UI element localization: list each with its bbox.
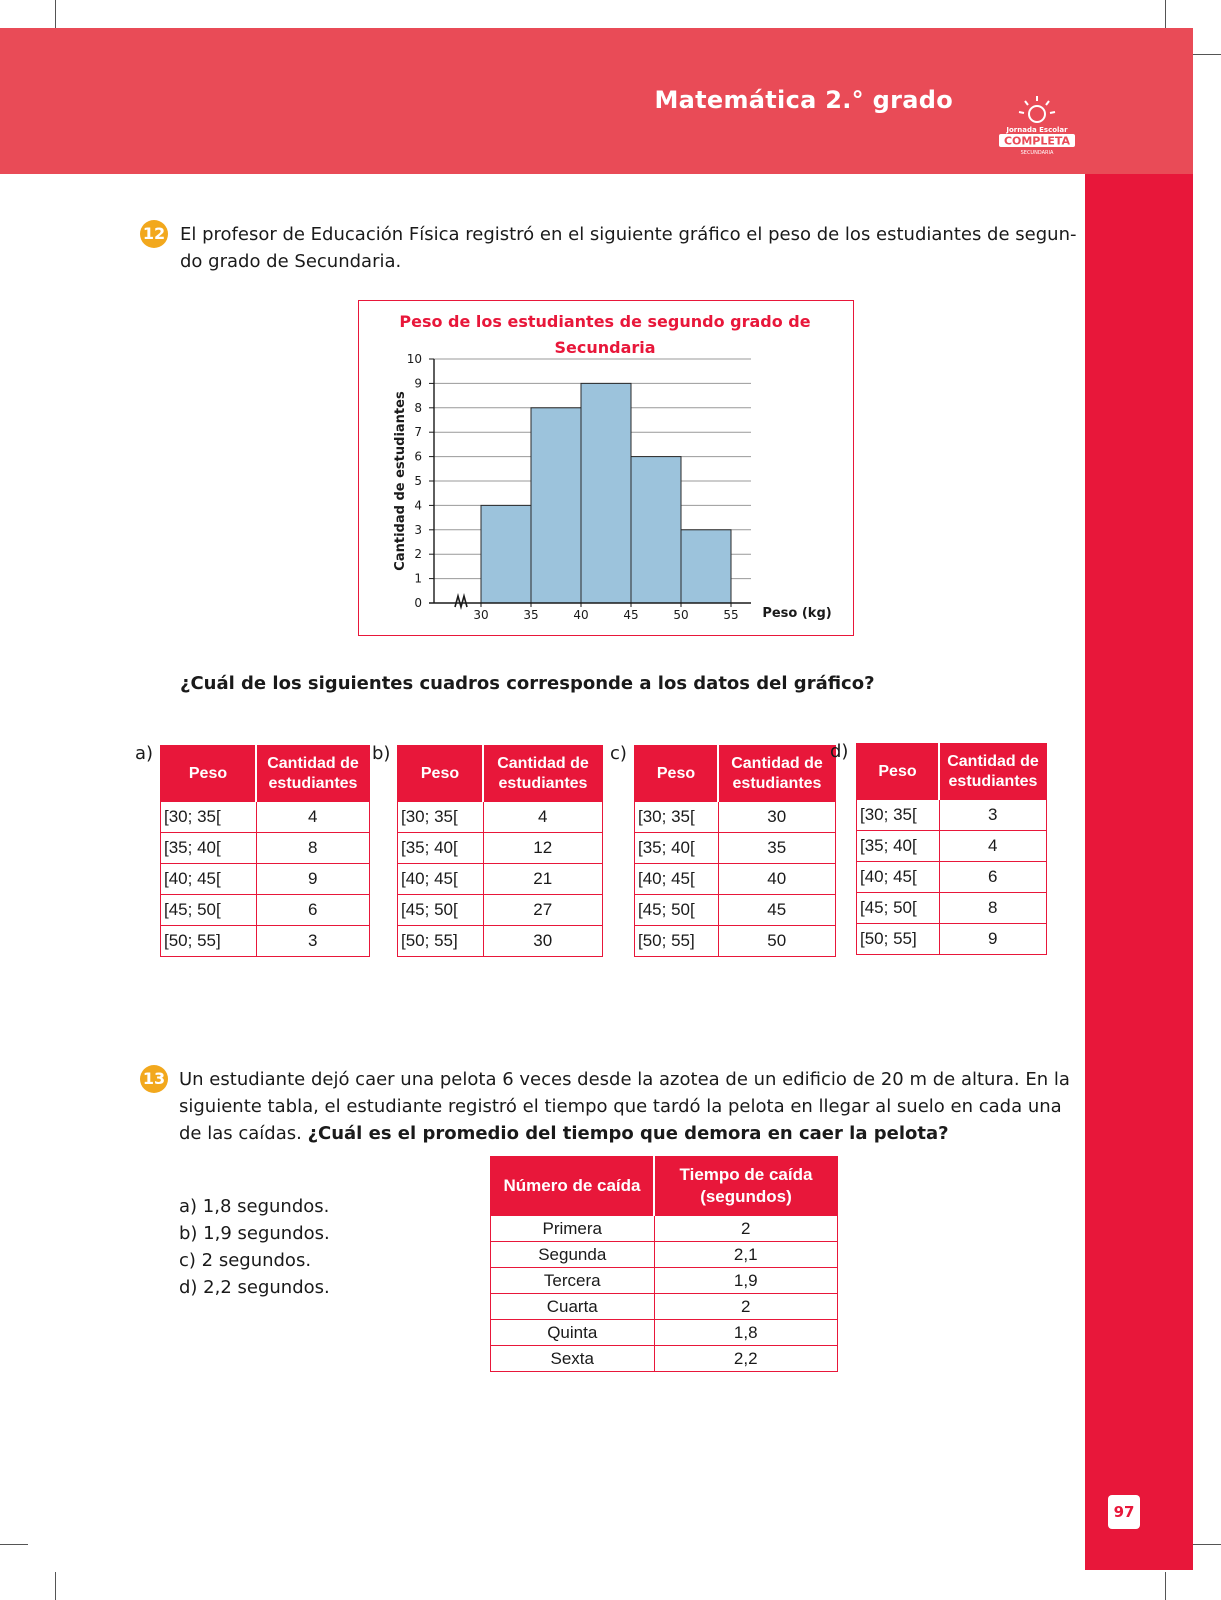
interval-cell: [40; 45[ [635, 864, 719, 895]
interval-cell: [40; 45[ [857, 862, 940, 893]
option-letter: b) [372, 743, 391, 764]
option-table[interactable] [397, 745, 603, 957]
count-cell: 8 [939, 893, 1047, 924]
table-row [161, 864, 370, 895]
interval-cell: [40; 45[ [161, 864, 257, 895]
interval-cell: [45; 50[ [398, 895, 484, 926]
histogram-bar [481, 505, 531, 603]
fall-number-cell: Cuarta [491, 1294, 655, 1320]
table-row [398, 802, 603, 833]
peso-header: Peso [857, 744, 940, 800]
interval-cell: [50; 55] [161, 926, 257, 957]
table-row [491, 1294, 838, 1320]
svg-text:Jornada Escolar: Jornada Escolar [1006, 126, 1068, 134]
page-number: 97 [1108, 1495, 1140, 1529]
y-tick-label: 1 [414, 571, 422, 586]
interval-cell: [50; 55] [635, 926, 719, 957]
interval-cell: [30; 35[ [398, 802, 484, 833]
right-sidebar [1085, 174, 1193, 1570]
interval-cell: [35; 40[ [398, 833, 484, 864]
option-table[interactable] [634, 745, 836, 957]
x-tick-label: 50 [673, 608, 689, 622]
cantidad-header: Cantidad de estudiantes [939, 744, 1047, 800]
answer-a[interactable]: a) 1,8 segundos. [179, 1196, 330, 1217]
svg-text:SECUNDARIA: SECUNDARIA [1020, 150, 1054, 156]
interval-cell: [45; 50[ [857, 893, 940, 924]
fall-time-cell: 1,8 [654, 1320, 838, 1346]
count-cell: 40 [718, 864, 836, 895]
y-tick-label: 6 [414, 449, 422, 464]
peso-header: Peso [161, 746, 257, 802]
x-tick-label: 35 [523, 608, 539, 622]
table-row [398, 926, 603, 957]
fall-number-cell: Segunda [491, 1242, 655, 1268]
table-row [857, 800, 1047, 831]
option-letter: d) [830, 741, 849, 762]
fall-time-cell: 2 [654, 1294, 838, 1320]
histogram-chart [358, 300, 854, 636]
fall-time-cell: 2 [654, 1216, 838, 1242]
histogram-bar [581, 383, 631, 603]
count-cell: 9 [256, 864, 370, 895]
svg-text:COMPLETA: COMPLETA [1003, 134, 1071, 148]
jornada-completa-logo [995, 92, 1079, 156]
crop-mark [55, 0, 56, 28]
histogram-bar [531, 408, 581, 603]
table-row [398, 895, 603, 926]
y-tick-label: 9 [414, 376, 422, 391]
question-12-text: El profesor de Educación Física registró en el siguiente gráfico el peso de los estudiantes de segun- do grado de Secundaria. [180, 224, 1077, 272]
interval-cell: [35; 40[ [857, 831, 940, 862]
count-cell: 45 [718, 895, 836, 926]
table-row [635, 895, 836, 926]
chart-title-line1: Peso de los estudiantes de segundo grado de [399, 312, 811, 331]
y-tick-label: 5 [414, 474, 422, 488]
table-row [161, 833, 370, 864]
table-row [161, 926, 370, 957]
crop-mark [55, 1572, 56, 1600]
y-axis-label: Cantidad de estudiantes [393, 391, 408, 571]
table-row [491, 1346, 838, 1372]
interval-cell: [35; 40[ [635, 833, 719, 864]
interval-cell: [30; 35[ [161, 802, 257, 833]
table-row [491, 1320, 838, 1346]
page-title: Matemática 2.° grado [654, 86, 953, 114]
table-row [491, 1268, 838, 1294]
crop-mark [1193, 1544, 1221, 1545]
cantidad-header: Cantidad de estudiantes [718, 746, 836, 802]
histogram-bar [631, 457, 681, 603]
option-table[interactable] [856, 743, 1047, 955]
fall-time-cell: 2,2 [654, 1346, 838, 1372]
question-13-badge: 13 [140, 1065, 168, 1093]
question-12-prompt: ¿Cuál de los siguientes cuadros corresponde a los datos del gráfico? [180, 673, 875, 694]
table-row [857, 831, 1047, 862]
count-cell: 3 [256, 926, 370, 957]
count-cell: 6 [256, 895, 370, 926]
count-cell: 35 [718, 833, 836, 864]
x-tick-label: 55 [723, 608, 739, 622]
table-row [161, 802, 370, 833]
y-tick-label: 10 [406, 352, 422, 366]
fall-number-cell: Tercera [491, 1268, 655, 1294]
interval-cell: [30; 35[ [857, 800, 940, 831]
cantidad-header: Cantidad de estudiantes [483, 746, 603, 802]
interval-cell: [30; 35[ [635, 802, 719, 833]
answer-c[interactable]: c) 2 segundos. [179, 1250, 312, 1271]
count-cell: 3 [939, 800, 1047, 831]
interval-cell: [50; 55] [398, 926, 484, 957]
y-tick-label: 2 [414, 547, 422, 562]
interval-cell: [45; 50[ [635, 895, 719, 926]
interval-cell: [45; 50[ [161, 895, 257, 926]
crop-mark [1165, 0, 1166, 28]
histogram-svg [359, 301, 852, 634]
crop-mark [0, 1544, 28, 1545]
cantidad-header: Cantidad de estudiantes [256, 746, 370, 802]
table-row [398, 833, 603, 864]
table-row [161, 895, 370, 926]
fall-number-cell: Sexta [491, 1346, 655, 1372]
question-13-answers [179, 1193, 330, 1301]
option-letter: c) [610, 743, 627, 764]
count-cell: 6 [939, 862, 1047, 893]
fall-time-header: Tiempo de caída (segundos) [654, 1157, 838, 1216]
y-tick-label: 4 [414, 498, 422, 513]
interval-cell: [40; 45[ [398, 864, 484, 895]
count-cell: 4 [483, 802, 603, 833]
count-cell: 30 [718, 802, 836, 833]
x-tick-label: 45 [623, 608, 639, 622]
crop-mark [1165, 1572, 1166, 1600]
interval-cell: [35; 40[ [161, 833, 257, 864]
table-row [635, 864, 836, 895]
option-letter: a) [135, 743, 154, 764]
x-tick-label: 40 [573, 608, 589, 622]
count-cell: 50 [718, 926, 836, 957]
answer-d[interactable]: d) 2,2 segundos. [179, 1277, 330, 1298]
table-row [398, 864, 603, 895]
fall-time-cell: 1,9 [654, 1268, 838, 1294]
table-row [857, 862, 1047, 893]
count-cell: 8 [256, 833, 370, 864]
interval-cell: [50; 55] [857, 924, 940, 955]
peso-header: Peso [635, 746, 719, 802]
table-row [635, 833, 836, 864]
count-cell: 27 [483, 895, 603, 926]
table-row [857, 924, 1047, 955]
count-cell: 4 [256, 802, 370, 833]
answer-b[interactable]: b) 1,9 segundos. [179, 1223, 330, 1244]
fall-time-table [490, 1156, 838, 1372]
chart-title-line2: Secundaria [554, 338, 656, 357]
count-cell: 4 [939, 831, 1047, 862]
count-cell: 30 [483, 926, 603, 957]
y-tick-label: 7 [414, 425, 422, 440]
peso-header: Peso [398, 746, 484, 802]
count-cell: 21 [483, 864, 603, 895]
question-12-badge: 12 [140, 220, 168, 248]
y-tick-label: 0 [414, 596, 422, 610]
question-13-text: Un estudiante dejó caer una pelota 6 veces desde la azotea de un edificio de 20 m de altura. En la siguiente tabla, el estudiante registró el tiempo que tardó la pelota en llegar al suelo en cada una de las caídas. ¿Cuál es el promedio del tiempo que demora en caer la pelota? [179, 1069, 1070, 1144]
table-row [857, 893, 1047, 924]
fall-number-cell: Quinta [491, 1320, 655, 1346]
fall-number-cell: Primera [491, 1216, 655, 1242]
histogram-bar [681, 530, 731, 603]
fall-number-header: Número de caída [491, 1157, 655, 1216]
table-row [635, 926, 836, 957]
option-table[interactable] [160, 745, 370, 957]
y-tick-label: 8 [414, 400, 422, 415]
table-row [491, 1216, 838, 1242]
fall-time-cell: 2,1 [654, 1242, 838, 1268]
table-row [635, 802, 836, 833]
count-cell: 9 [939, 924, 1047, 955]
crop-mark [1193, 54, 1221, 55]
y-tick-label: 3 [414, 522, 422, 537]
x-tick-label: 30 [473, 608, 489, 622]
x-axis-label: Peso (kg) [762, 606, 832, 621]
count-cell: 12 [483, 833, 603, 864]
table-row [491, 1242, 838, 1268]
axis-break-icon [455, 596, 467, 607]
